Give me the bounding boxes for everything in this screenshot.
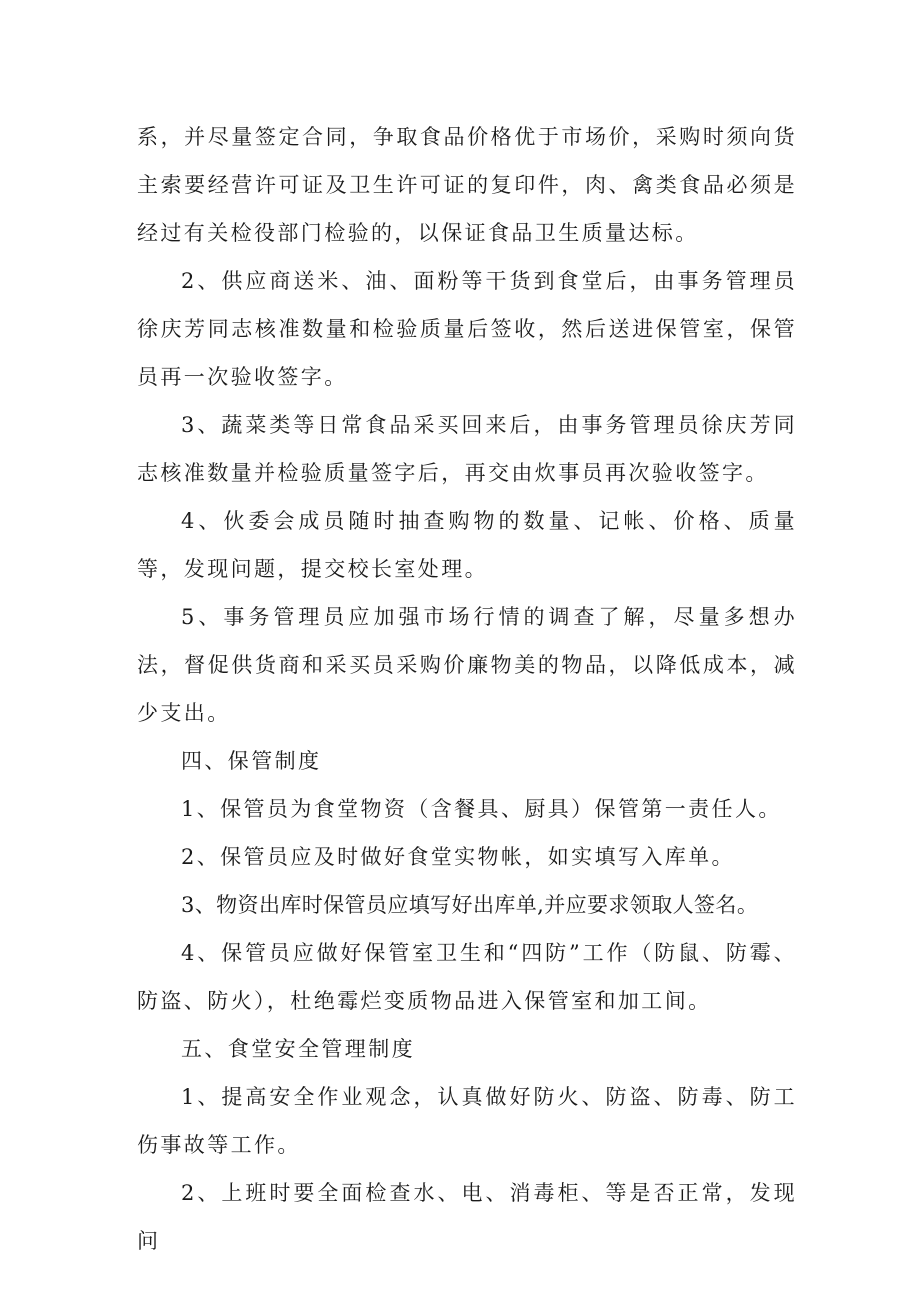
- paragraph-safety-item-1: 1、提高安全作业观念，认真做好防火、防盗、防毒、防工伤事故等工作。: [137, 1085, 797, 1157]
- paragraph-storage-item-2: 2、保管员应及时做好食堂实物帐，如实填写入库单。: [181, 845, 735, 869]
- paragraph-storage-item-3: 3、物资出库时保管员应填写好出库单,并应要求领取人签名。: [181, 893, 759, 917]
- section-heading-storage-system: 四、保管制度: [181, 749, 322, 773]
- paragraph-storage-item-1: 1、保管员为食堂物资（含餐具、厨具）保管第一责任人。: [181, 797, 782, 821]
- paragraph-procurement-continued: 系，并尽量签定合同，争取食品价格优于市场价，采购时须向货主索要经营许可证及卫生许可证的复印件，肉、禽类食品必须是经过有关检役部门检验的，以保证食品卫生质量达标。: [137, 125, 797, 245]
- section-heading-safety-management: 五、食堂安全管理制度: [181, 1037, 415, 1061]
- paragraph-item-5-market-survey: 5、事务管理员应加强市场行情的调查了解，尽量多想办法，督促供货商和采买员采购价廉物美的物品，以降低成本，减少支出。: [137, 605, 797, 725]
- paragraph-storage-item-4: 4、保管员应做好保管室卫生和“四防”工作（防鼠、防霉、防盗、防火），杜绝霉烂变质物品进入保管室和加工间。: [137, 941, 797, 1013]
- paragraph-safety-item-2: 2、上班时要全面检查水、电、消毒柜、等是否正常，发现问: [137, 1181, 797, 1253]
- paragraph-item-3-vegetables: 3、蔬菜类等日常食品采买回来后，由事务管理员徐庆芳同志核准数量并检验质量签字后，再交由炊事员再次验收签字。: [137, 413, 797, 485]
- paragraph-item-4-spot-check: 4、伙委会成员随时抽查购物的数量、记帐、价格、质量等，发现问题，提交校长室处理。: [137, 509, 797, 581]
- document-body: [137, 113, 797, 1265]
- paragraph-item-2-dry-goods: 2、供应商送米、油、面粉等干货到食堂后，由事务管理员徐庆芳同志核准数量和检验质量后签收，然后送进保管室，保管员再一次验收签字。: [137, 269, 797, 389]
